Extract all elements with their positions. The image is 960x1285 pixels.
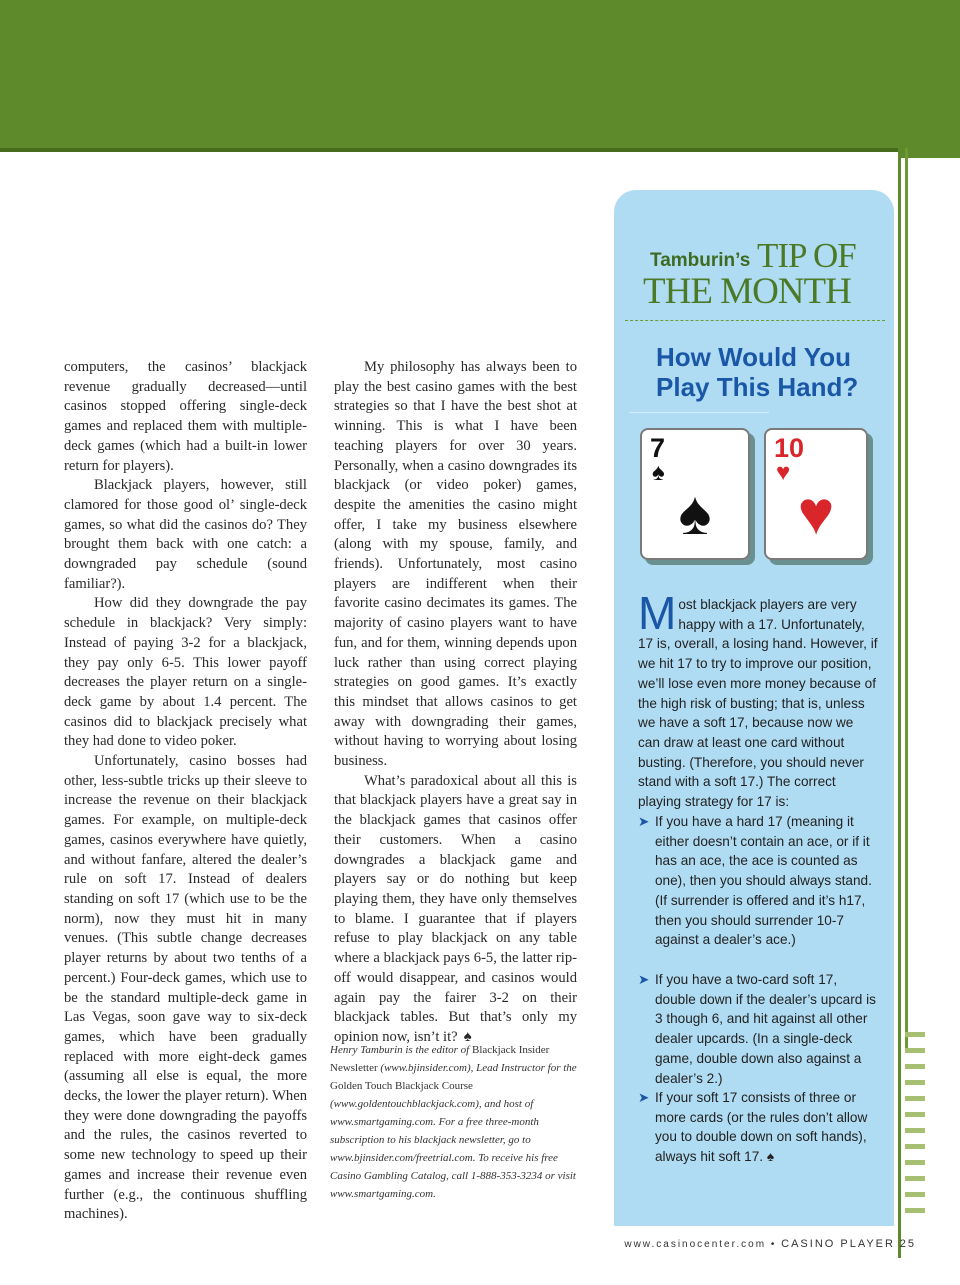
bio-text: Henry Tamburin is the editor of [330,1044,472,1056]
article-paragraph: My philosophy has always been to play the best casino games with the best strategies so that I have the best shot at winning. This is what I have been teaching players for over 30 years. Personally, when a casino downgrades its blackjack (or video poker) games, despite the amenities the casino might offer, I take my business elsewhere (along with my spouse, family, and friends). Unfortunately, most casino players are indifferent when their favorite casino decimates its games. The majority of casino players want to have fun, and for them, winning depends upon luck rather than using correct playing strategies on good games. It’s exactly this mindset that allows casinos to get away with downgrading their games, without having to worrying about losing business. [334,359,577,770]
tip-bullet [638,970,878,1088]
playing-card-ten-hearts [764,428,868,560]
heart-icon: ♥ [776,460,791,486]
playing-card-seven-spades [640,428,750,560]
bio-newsletter-name: Blackjack Insider Newsletter [330,1044,550,1074]
footer-site: www.casinocenter.com [624,1239,767,1250]
drop-cap: M [638,587,677,639]
decorative-ticks [905,1032,925,1224]
tick-mark [905,1128,925,1133]
tick-mark [905,1144,925,1149]
arrow-bullet-icon: ➤ [638,972,650,987]
tick-mark [905,1032,925,1037]
spade-end-icon: ♠ [463,1028,472,1045]
article-paragraph: computers, the casinos’ blackjack revenue gradually decreased—until casinos stopped offering single-deck games and replaced them with multiple-deck games (which had a built-in lower return for players). [64,359,307,474]
article-paragraph: What’s paradoxical about all this is that blackjack players have a great say in the blackjack games that casinos offer their customers. When a casino downgrades a blackjack game and players say or do nothing but keep playing them, they have only themselves to blame. I guarantee that if players refuse to play blackjack on any table where a blackjack pays 6-5, the latter rip-off would disappear, and casinos would again pay the fairer 3-2 on their blackjack tables. But that’s only my opinion now, isn’t it? [334,772,577,1045]
spade-icon: ♠ [652,460,665,486]
tip-title-line1: TIP OF [757,236,856,275]
tick-mark [905,1208,925,1213]
frame-line-outer [898,148,901,1258]
tip-intro-text: ost blackjack players are very happy with a 17. Unfortunately, 17 is, overall, a losing hand. However, if we hit 17 to try to improve our position, we’ll lose even more money because of the high risk of busting; that is, unless we have a soft 17, because now we can draw at least one card without busting. (Therefore, you should never stand with a soft 17.) The correct playing strategy for 17 is: [638,597,878,810]
spade-icon: ♠ [678,480,712,548]
footer-separator: • [766,1239,782,1250]
tip-question: How Would You Play This Hand? [656,342,859,402]
bio-text: (www.goldentouchblackjack.com), and host of www.smartgaming.com. For a free three-month subscription to his blackjack newsletter, go to www.bjinsider.com/freetrial.com. To receive his free Casino Gambling Catalog, call 1-888-353-3234 or visit www.smartgaming.com. [330,1098,576,1200]
tip-intro [638,587,878,812]
tip-brand: Tamburin’s [650,250,751,271]
article-paragraph: Unfortunately, casino bosses had other, less-subtle tricks up their sleeve to increase the revenue on their blackjack games. For example, on multiple-deck games, casinos everywhere have quietly, and without fanfare, altered the dealer’s rule on soft 17. Instead of dealers standing on soft 17 (which use to be the norm), now they must hit in many venues. (This subtle change decreases player returns by about two tenths of a percent.) Four-deck games, which use to be the standard multiple-deck game in Las Vegas, soon gave way to six-deck games, which have been gradually replaced with more eight-deck games (assuming all else is equal, the more decks, the lower the player return). When they were done downgrading the payoffs and the rules, the casinos reverted to some new technology to speed up their games and increase their revenue even further (e.g., the continuous shuffling machines). [64,753,307,1223]
card-hand [636,424,876,560]
tip-bullet-text: If your soft 17 consists of three or more cards (or the rules don’t allow you to double down on soft hands), always hit soft 17. [655,1090,868,1165]
header-shadow-line [0,148,900,152]
arrow-bullet-icon: ➤ [638,814,650,829]
tick-mark [905,1064,925,1069]
card-rank: 10 [774,433,805,463]
tip-bullet-text: If you have a hard 17 (meaning it either doesn’t contain an ace, or if it has an ace, the ace is counted as one), then you should always stand. (If surrender is offered and it’s h17, then you should surrender 10-7 against a dealer’s ace.) [655,814,872,948]
bio-course-name: Golden Touch Blackjack Course [330,1080,473,1092]
bio-text: (www.bjinsider.com), Lead Instructor for the [377,1062,577,1074]
sidebar-divider [625,320,885,321]
footer-magazine: CASINO PLAYER [781,1238,895,1250]
card-rank: 7 [650,433,666,463]
spade-end-icon: ♠ [766,1149,775,1165]
page-footer [624,1238,916,1250]
tip-bullet [638,1088,878,1167]
tick-mark [905,1192,925,1197]
question-underline [629,412,769,413]
heart-icon: ♥ [797,480,835,548]
page-number: 25 [899,1238,916,1250]
article-paragraph: Blackjack players, however, still clamored for those good ol’ single-deck games, so what did the casinos do? They brought them back with one catch: a downgraded pay schedule (sound familiar?). [64,477,307,592]
tick-mark [905,1080,925,1085]
header-green-band [0,0,960,148]
tick-mark [905,1112,925,1117]
frame-line-inner [905,148,908,1048]
tip-bullet-text: If you have a two-card soft 17, double down if the dealer’s upcard is 3 though 6, and hit against all other dealer upcards. (In a single-deck game, double down also against a dealer’s 2.) [655,972,876,1086]
tip-bullet [638,812,878,950]
arrow-bullet-icon: ➤ [638,1090,650,1105]
tick-mark [905,1096,925,1101]
article-paragraph: How did they downgrade the pay schedule in blackjack? Very simply: Instead of paying 3-2 for a blackjack, they pay only 6-5. This lower payoff decreases the player return on a single-deck game by about 1.4 percent. The casinos did to blackjack precisely what they had done to video poker. [64,595,307,750]
tick-mark [905,1048,925,1053]
article-column-1 [64,358,307,1225]
author-bio [330,1041,588,1203]
tip-title-line2: THE MONTH [643,271,851,312]
tick-mark [905,1160,925,1165]
tick-mark [905,1176,925,1181]
article-column-2 [334,358,577,1048]
